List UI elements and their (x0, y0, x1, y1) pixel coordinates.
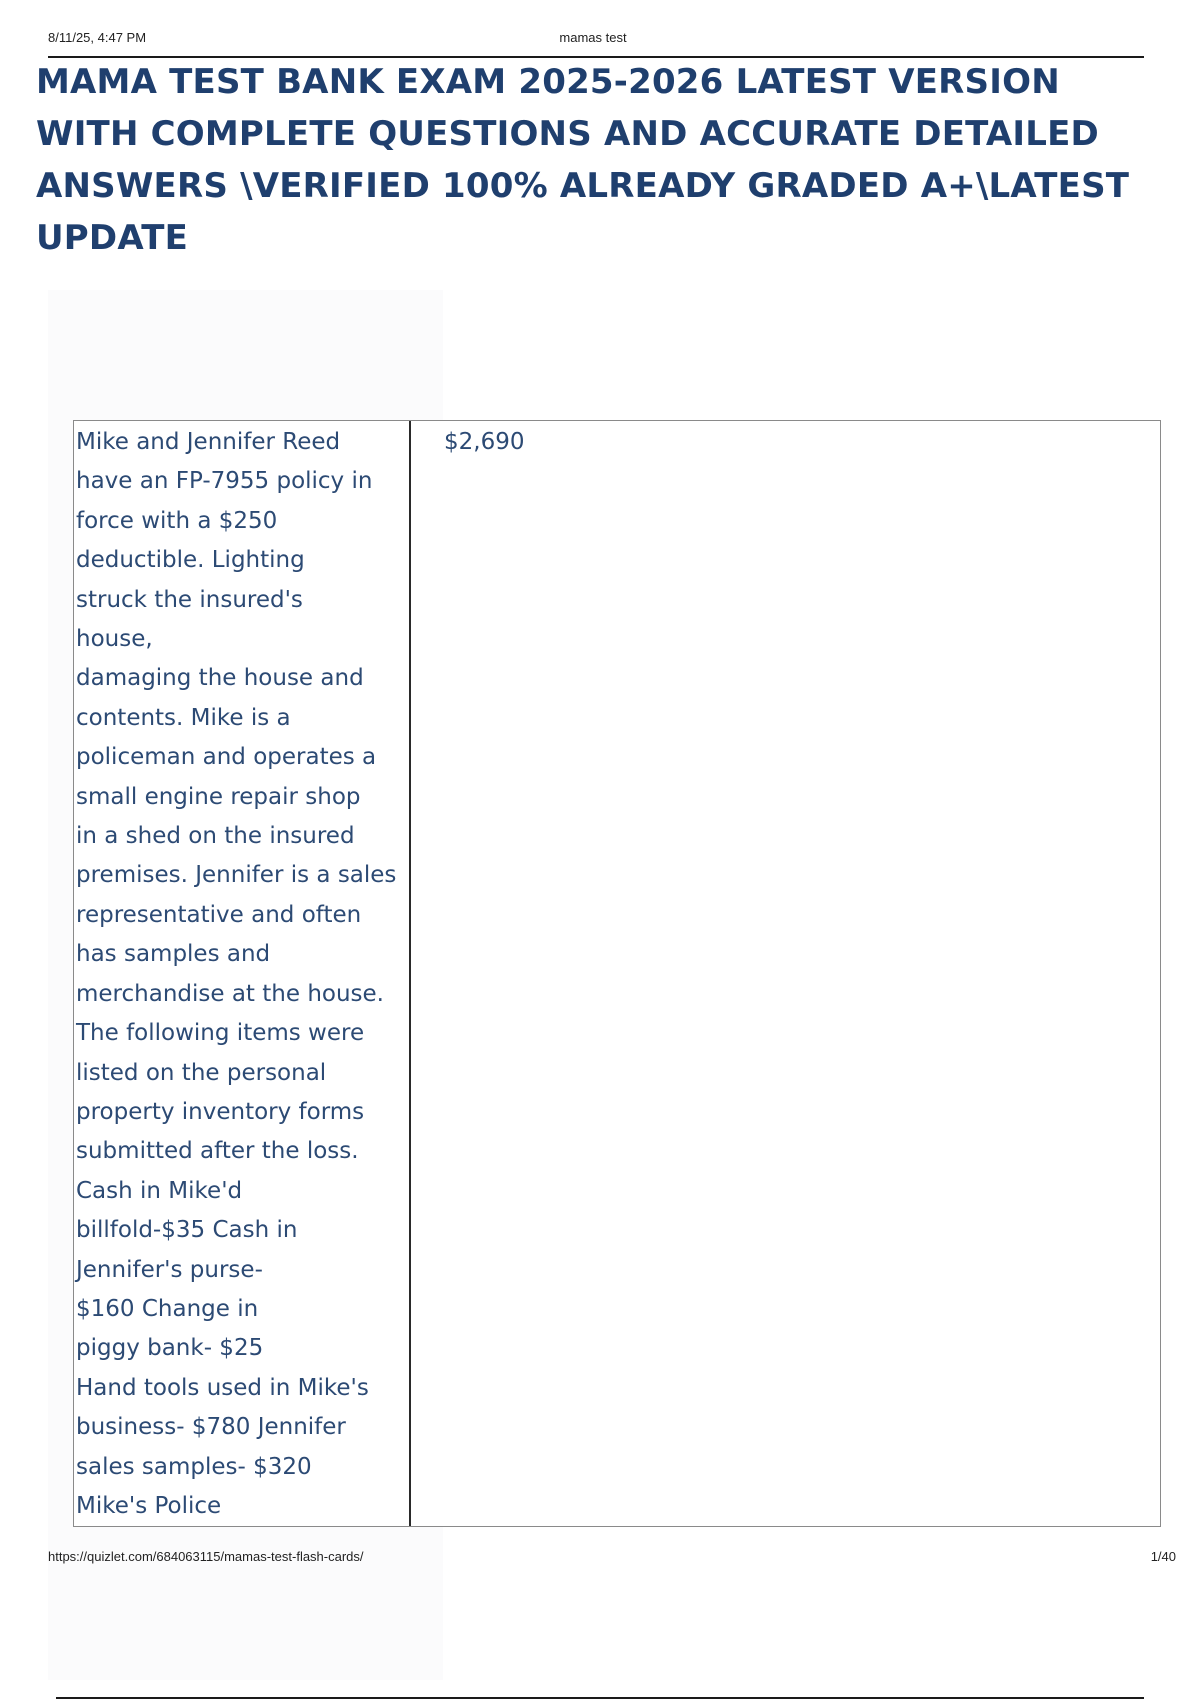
term-text-line: in a shed on the insured (76, 823, 355, 850)
term-text-line: Hand tools used in Mike's (76, 1374, 369, 1401)
page-number: 1/40 (1150, 1549, 1176, 1564)
term-text-line: policeman and operates a (76, 744, 377, 771)
flashcard-table (73, 420, 1161, 1527)
title-line: MAMA TEST BANK EXAM 2025-2026 LATEST VERSION (36, 62, 1060, 102)
print-footer (48, 1549, 1176, 1569)
term-text-line: piggy bank- $25 (76, 1335, 264, 1362)
page-bottom-divider (56, 1697, 1144, 1699)
term-text-line: The following items were (76, 1020, 365, 1047)
term-text-line: submitted after the loss. (76, 1138, 359, 1165)
term-text-line: has samples and (76, 941, 271, 968)
term-text-line: contents. Mike is a (76, 704, 291, 731)
term-text-line: premises. Jennifer is a sales (76, 862, 397, 889)
term-text-line: representative and often (76, 901, 362, 928)
term-text-line: house, (76, 626, 153, 653)
document-title (36, 56, 1186, 264)
print-header (48, 30, 1138, 50)
term-text-line: Jennifer's purse- (76, 1256, 263, 1283)
term-text-line: have an FP-7955 policy in (76, 468, 373, 495)
term-text-line: business- $780 Jennifer (76, 1414, 346, 1441)
term-text-line: small engine repair shop (76, 783, 361, 810)
term-text-line: sales samples- $320 (76, 1453, 312, 1480)
term-text-line: force with a $250 (76, 507, 278, 534)
term-text-line: damaging the house and (76, 665, 364, 692)
flashcard-term-cell (74, 421, 411, 1526)
title-line: UPDATE (36, 218, 189, 258)
term-text-line: merchandise at the house. (76, 980, 384, 1007)
term-text-line: $160 Change in (76, 1295, 259, 1322)
term-text-line: Mike's Police (76, 1492, 222, 1519)
print-date: 8/11/25, 4:47 PM (48, 30, 147, 45)
term-text-line: property inventory forms (76, 1098, 365, 1125)
print-page-title: mamas test (559, 30, 627, 45)
term-text-line: Mike and Jennifer Reed (76, 429, 341, 455)
term-text-line: listed on the personal (76, 1059, 327, 1086)
term-text-line: Cash in Mike'd (76, 1177, 243, 1204)
title-line: ANSWERS \VERIFIED 100% ALREADY GRADED A+\LATEST (36, 166, 1130, 206)
term-text-line: billfold-$35 Cash in (76, 1217, 298, 1244)
term-text-line: struck the insured's (76, 586, 303, 613)
source-url-link[interactable]: https://quizlet.com/684063115/mamas-test-flash-cards/ (48, 1549, 364, 1564)
term-text-line: deductible. Lighting (76, 547, 305, 574)
flashcard-definition: $2,690 (444, 429, 525, 455)
title-line: WITH COMPLETE QUESTIONS AND ACCURATE DETAILED (36, 114, 1099, 154)
